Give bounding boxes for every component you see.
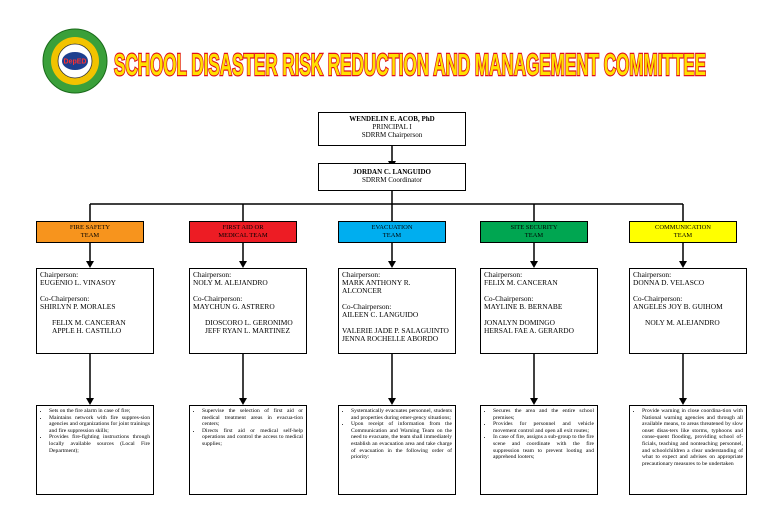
duty-item: • Supervise the selection of first aid or medical treatment areas in evacua-tion centers; xyxy=(202,408,303,428)
duties-box-communication xyxy=(629,405,747,495)
cochairperson-label: Co-Chairperson: xyxy=(342,302,392,311)
duty-item: • Upon receipt of information from the Communication and Warning Team on the need to evacuate, the team shall immediately establish an evacuation area and take charge of evacuation in the following order of priority: xyxy=(351,421,452,461)
team-name-line2: TEAM xyxy=(382,231,402,239)
chairperson-name: NOLY M. ALEJANDRO xyxy=(193,278,268,287)
chairperson-label: Chairperson: xyxy=(484,270,523,279)
duties-box-fire-safety xyxy=(36,405,154,495)
team-header-evacuation xyxy=(338,221,446,243)
duty-item: • Provides fire-fighting instructions through locally available sources (Local Fire Department); xyxy=(49,434,150,454)
team-name-line1: COMMUNICATION xyxy=(655,224,711,231)
logo-center-text: DepED xyxy=(63,58,87,66)
team-name-line1: FIRST AID OR xyxy=(222,224,264,231)
cochairperson-label: Co-Chairperson: xyxy=(633,294,683,303)
title-text: SCHOOL DISASTER RISK REDUCTION AND MANAGEMENT COMMITTEE xyxy=(114,47,706,82)
member-name: FELIX M. CANCERAN xyxy=(52,318,126,327)
team-name-line1: EVACUATION xyxy=(371,224,413,231)
chairperson-label: Chairperson: xyxy=(40,270,79,279)
team-header-site-security xyxy=(480,221,588,243)
team-name-line1: SITE SECURITY xyxy=(510,224,558,231)
duties-box-evacuation xyxy=(338,405,456,495)
duties-box-first-aid xyxy=(189,405,307,495)
chairperson-name: FELIX M. CANCERAN xyxy=(484,278,558,287)
team-name-line2: MEDICAL TEAM xyxy=(218,231,268,239)
duty-item: • Maintains network with fire suppres-sion agencies and organizations for joint trainings and fire suppression skills; xyxy=(49,415,150,435)
members-box-fire-safety xyxy=(36,268,154,354)
principal-name: WENDELIN E. ACOB, PhD xyxy=(349,115,435,123)
duties-box-site-security xyxy=(480,405,598,495)
coordinator-box xyxy=(318,163,466,191)
cochairperson-label: Co-Chairperson: xyxy=(40,294,90,303)
member-name: NOLY M. ALEJANDRO xyxy=(645,318,720,327)
cochairperson-name: MAYCHUN G. ASTRERO xyxy=(193,302,275,311)
principal-box xyxy=(318,112,466,146)
team-name-line2: TEAM xyxy=(80,231,100,239)
members-box-site-security xyxy=(480,268,598,354)
chairperson-name-cont: ALCONCER xyxy=(342,286,382,295)
duty-item: • Systematically evacuates personnel, students and properties during emer-gency situations; xyxy=(351,408,452,421)
duty-item: • Directs first aid or medical self-help operations and control the access to medical supplies; xyxy=(202,428,303,448)
cochairperson-name: MAYLINE B. BERNABE xyxy=(484,302,563,311)
members-box-first-aid xyxy=(189,268,307,354)
chairperson-name: EUGENIO L. VINASOY xyxy=(40,278,117,287)
members-box-evacuation xyxy=(338,268,456,354)
team-header-fire-safety xyxy=(36,221,144,243)
cochairperson-name: AILEEN C. LANGUIDO xyxy=(342,310,419,319)
principal-role: SDRRM Chairperson xyxy=(361,131,423,139)
chairperson-label: Chairperson: xyxy=(633,270,672,279)
team-header-first-aid xyxy=(189,221,297,243)
team-name-line1: FIRE SAFETY xyxy=(69,224,111,231)
chairperson-name: MARK ANTHONY R. xyxy=(342,278,411,287)
principal-position: PRINCIPAL I xyxy=(372,123,412,131)
cochairperson-label: Co-Chairperson: xyxy=(484,294,534,303)
team-name-line2: TEAM xyxy=(673,231,693,239)
member-name: JEFF RYAN L. MARTINEZ xyxy=(205,326,290,335)
team-name-line2: TEAM xyxy=(524,231,544,239)
duty-item: • Provides for personnel and vehicle movement control and open all exit routes; xyxy=(493,421,594,434)
duty-item: • In case of fire, assigns a sub-group to the fire scene and coordinate with the fire suppression team to prevent looting and apprehend looters; xyxy=(493,434,594,460)
member-name: JENNA ROCHELLE ABORDO xyxy=(342,334,439,343)
chairperson-label: Chairperson: xyxy=(342,270,381,279)
members-box-communication xyxy=(629,268,747,354)
duty-item: • Sets on the fire alarm in case of fire; xyxy=(49,408,150,415)
member-name: APPLE H. CASTILLO xyxy=(52,326,122,335)
cochairperson-label: Co-Chairperson: xyxy=(193,294,243,303)
duty-item: • Provide warning in close coordina-tion with National warning agencies and through all available means, to areas threatened by slow onset disas-ters like storms, typhoons and conse-quent flooding, providing school of-ficials, teaching and nonteaching personnel, and schoolchildren a clear understanding of what to expect and advises on appropriate precautionary measures to be undertaken xyxy=(642,408,743,467)
cochairperson-name: SHIRLYN P. MORALES xyxy=(40,302,116,311)
coordinator-name: JORDAN C. LANGUIDO xyxy=(353,168,431,176)
member-name: HERSAL FAE A. GERARDO xyxy=(484,326,574,335)
member-name: JONALYN DOMINGO xyxy=(484,318,555,327)
chairperson-label: Chairperson: xyxy=(193,270,232,279)
team-header-communication xyxy=(629,221,737,243)
duty-item: • Secures the area and the entire school premises; xyxy=(493,408,594,421)
coordinator-role: SDRRM Coordinator xyxy=(361,176,423,184)
member-name: DIOSCORO L. GERONIMO xyxy=(205,318,293,327)
chairperson-name: DONNA D. VELASCO xyxy=(633,278,705,287)
member-name: VALERIE JADE P. SALAGUINTO xyxy=(342,326,449,335)
cochairperson-name: ANGELES JOY B. GUIHOM xyxy=(633,302,723,311)
